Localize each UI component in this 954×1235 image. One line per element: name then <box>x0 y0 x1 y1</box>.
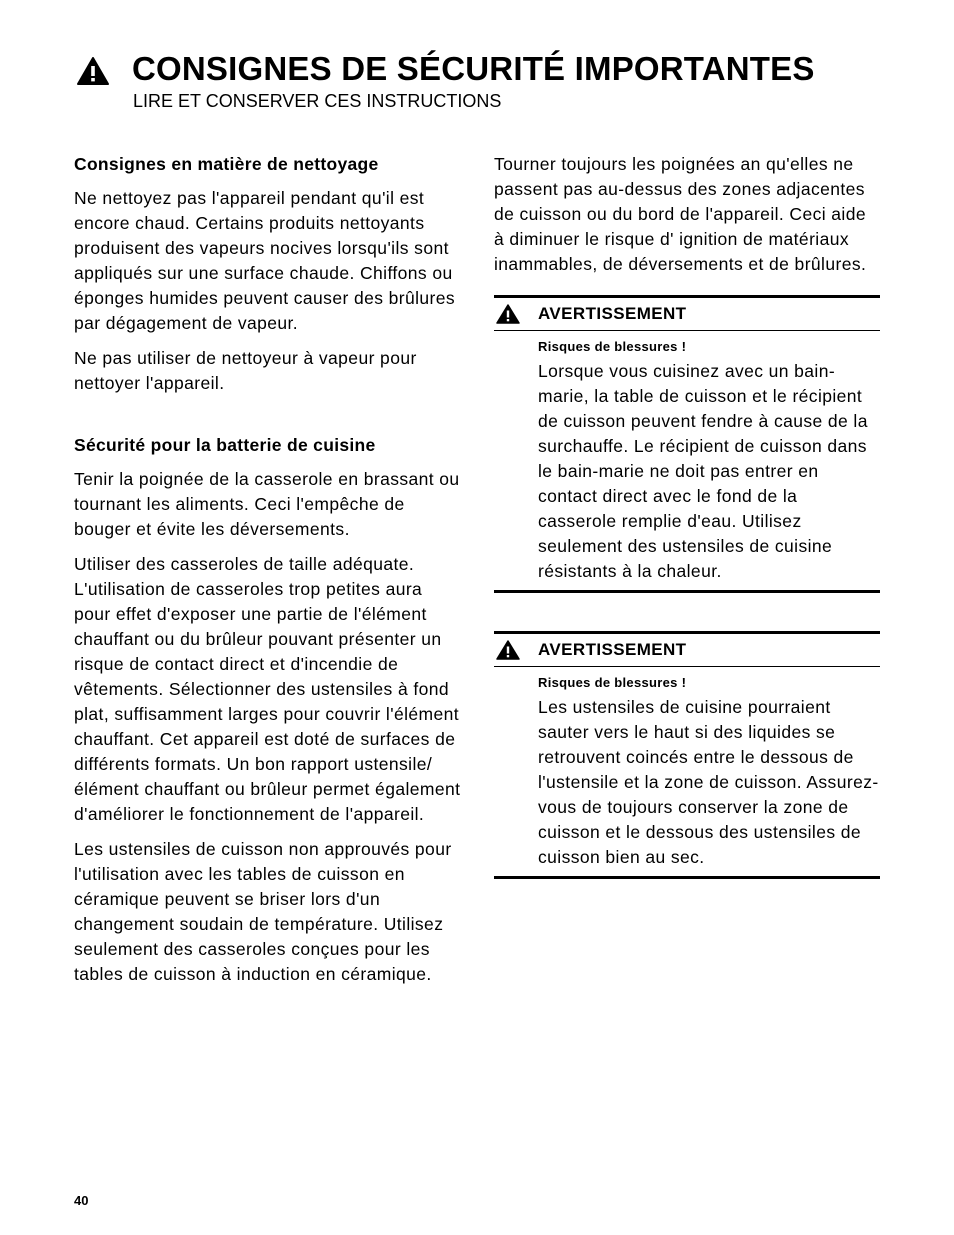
warning-box <box>494 295 880 593</box>
warning-triangle-icon <box>76 56 110 86</box>
left-column <box>74 152 464 997</box>
warning-subtitle: Risques de blessures ! <box>538 339 687 354</box>
right-column <box>494 152 880 879</box>
page-title: CONSIGNES DE SÉCURITÉ IMPORTANTES <box>132 50 815 87</box>
warning-header <box>494 634 880 667</box>
cookware-paragraph: Utiliser des casseroles de taille adéquate. L'utilisation de casseroles trop petites aura pour effet d'exposer une partie de l'élément chauffant ou du brûleur pouvant présenter un risque de contact direct et d'incendie de vêtements. Sélectionner des ustensiles à fond plat, suffisamment larges pour couvrir l'élément chauffant. Cet appareil est doté de surfaces de différents formats. Un bon rapport ustensile/élément chauffant ou brûleur permet également d'améliorer le fonctionnement de l'appareil. <box>74 554 461 824</box>
cleaning-paragraph: Ne pas utiliser de nettoyeur à vapeur pour nettoyer l'appareil. <box>74 348 417 393</box>
page-subtitle: LIRE ET CONSERVER CES INSTRUCTIONS <box>133 91 502 111</box>
warning-text: Les ustensiles de cuisine pourraient sauter vers le haut si des liquides se retrouvent coincés entre le dessous de l'ustensile et la zone de cuisson. Assurez-vous de toujours conserver la zone de cuisson et le dessous des ustensiles de cuisson bien au sec. <box>538 697 879 867</box>
warning-subtitle: Risques de blessures ! <box>538 675 687 690</box>
cleaning-paragraph: Ne nettoyez pas l'appareil pendant qu'il est encore chaud. Certains produits nettoyants produisent des vapeurs nocives lorsqu'ils sont appliqués sur une surface chaude. Chiffons ou éponges humides peuvent causer des brûlures par dégagement de vapeur. <box>74 188 456 333</box>
cookware-paragraph: Tenir la poignée de la casserole en brassant ou tournant les aliments. Ceci l'empêche de bouger et évite les déversements. <box>74 469 460 539</box>
warning-text: Lorsque vous cuisinez avec un bain-marie, la table de cuisson et le récipient de cuisson peuvent fendre à cause de la surchauffe. Le récipient de cuisson dans le bain-marie ne doit pas entrer en contact direct avec le fond de la casserole remplie d'eau. Utilisez seulement des ustensiles de cuisine résistants à la chaleur. <box>538 361 868 581</box>
warning-box <box>494 631 880 879</box>
warning-triangle-icon <box>496 304 526 324</box>
warning-title: AVERTISSEMENT <box>538 304 687 323</box>
warning-triangle-icon <box>496 640 526 660</box>
warning-title: AVERTISSEMENT <box>538 640 687 659</box>
handles-paragraph: Tourner toujours les poignées an qu'elles ne passent pas au-dessus des zones adjacentes de cuisson ou du bord de l'appareil. Ceci aide à diminuer le risque d' ignition de matériaux inammables, de déversements et de brûlures. <box>494 154 867 274</box>
cookware-paragraph: Les ustensiles de cuisson non approuvés pour l'utilisation avec les tables de cuisson en céramique peuvent se briser lors d'un changement soudain de température. Utilisez seulement des casseroles conçues pour les tables de cuisson à induction en céramique. <box>74 839 452 984</box>
page-number: 40 <box>74 1193 89 1208</box>
warning-header <box>494 298 880 331</box>
cookware-heading: Sécurité pour la batterie de cuisine <box>74 435 376 455</box>
cleaning-heading: Consignes en matière de nettoyage <box>74 154 379 174</box>
